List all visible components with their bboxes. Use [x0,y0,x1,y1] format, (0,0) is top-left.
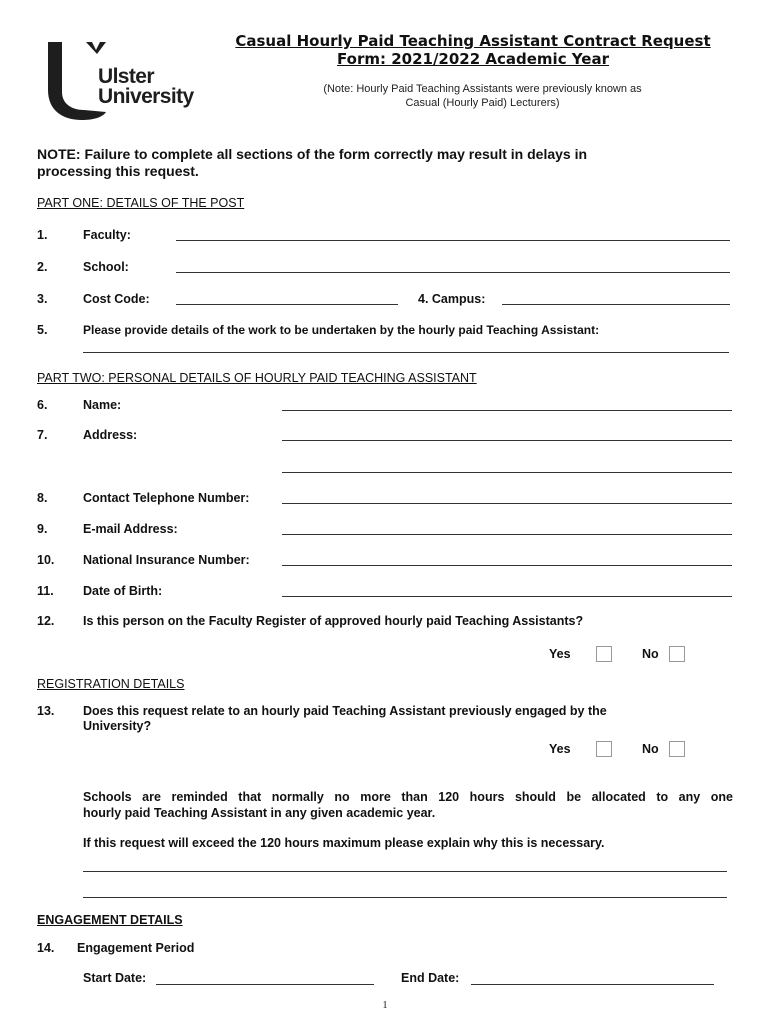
exceed-explanation-line-1[interactable] [83,871,727,872]
title-note-line-2: Casual (Hourly Paid) Lecturers) [405,97,560,109]
q2-number: 2. [37,260,48,274]
q5-number: 5. [37,323,48,337]
ni-number-field[interactable] [282,565,732,566]
dob-label: Date of Birth: [83,584,163,598]
q13-line-1: Does this request relate to an hourly paid Teaching Assistant previously engaged by the [83,704,607,718]
register-yes-label: Yes [549,647,571,661]
work-details-field[interactable] [83,352,729,353]
logo-mark-icon [44,40,106,120]
cost-code-field[interactable] [176,304,398,305]
address-label: Address: [83,428,138,442]
q9-number: 9. [37,522,48,536]
part-two-heading: PART TWO: PERSONAL DETAILS OF HOURLY PAID TEACHING ASSISTANT [37,371,477,385]
email-label: E-mail Address: [83,522,178,536]
hours-reminder [83,789,733,821]
cost-code-label: Cost Code: [83,292,150,306]
start-date-label: Start Date: [83,971,147,985]
telephone-field[interactable] [282,503,732,504]
engagement-heading: ENGAGEMENT DETAILS [37,913,183,927]
title-note-line-1: (Note: Hourly Paid Teaching Assistants were previously known as [323,83,642,95]
form-title-line-1: Casual Hourly Paid Teaching Assistant Contract Request [235,32,711,50]
engagement-period-label: Engagement Period [77,941,195,955]
q7-number: 7. [37,428,48,442]
email-field[interactable] [282,534,732,535]
title-note [290,82,675,110]
register-no-label: No [642,647,659,661]
notice-line-1: NOTE: Failure to complete all sections of the form correctly may result in delays in [37,146,588,162]
dob-field[interactable] [282,596,732,597]
telephone-label: Contact Telephone Number: [83,491,250,505]
name-field[interactable] [282,410,732,411]
part-one-heading: PART ONE: DETAILS OF THE POST [37,196,245,210]
faculty-register-question: Is this person on the Faculty Register of approved hourly paid Teaching Assistants? [83,614,584,628]
engaged-no-label: No [642,742,659,756]
faculty-field[interactable] [176,240,730,241]
engaged-yes-label: Yes [549,742,571,756]
q1-number: 1. [37,228,48,242]
registration-heading: REGISTRATION DETAILS [37,677,185,691]
campus-field[interactable] [502,304,730,305]
previously-engaged-question [83,704,723,734]
page-number: 1 [382,1000,388,1011]
campus-label: 4. Campus: [418,292,486,306]
reminder-line-1: Schools are reminded that normally no more than 120 hours should be allocated to any one [83,790,733,804]
logo-line-1: Ulster [98,65,154,88]
q3-number: 3. [37,292,48,306]
work-details-label: Please provide details of the work to be undertaken by the hourly paid Teaching Assistant: [83,323,600,337]
ulster-university-logo [44,38,204,122]
start-date-field[interactable] [156,984,374,985]
faculty-label: Faculty: [83,228,131,242]
form-title [212,32,734,68]
school-label: School: [83,260,129,274]
reminder-line-2: hourly paid Teaching Assistant in any given academic year. [83,806,436,820]
q6-number: 6. [37,398,48,412]
logo-line-2: University [98,85,194,108]
form-title-line-2: Form: 2021/2022 Academic Year [337,50,609,68]
ni-number-label: National Insurance Number: [83,553,250,567]
q10-number: 10. [37,553,55,567]
q14-number: 14. [37,941,55,955]
q12-number: 12. [37,614,55,628]
q11-number: 11. [37,584,54,598]
completion-notice [37,146,737,180]
end-date-field[interactable] [471,984,714,985]
q13-number: 13. [37,704,55,718]
register-no-checkbox[interactable] [669,646,685,662]
q13-line-2: University? [83,719,152,733]
exceed-explanation-line-2[interactable] [83,897,727,898]
exceed-hours-prompt: If this request will exceed the 120 hours maximum please explain why this is necessary. [83,836,605,850]
logo-wordmark [98,67,194,107]
register-yes-checkbox[interactable] [596,646,612,662]
engaged-no-checkbox[interactable] [669,741,685,757]
q8-number: 8. [37,491,48,505]
notice-line-2: processing this request. [37,163,199,179]
engaged-yes-checkbox[interactable] [596,741,612,757]
address-field-line-2[interactable] [282,472,732,473]
address-field-line-1[interactable] [282,440,732,441]
school-field[interactable] [176,272,730,273]
name-label: Name: [83,398,122,412]
end-date-label: End Date: [401,971,460,985]
